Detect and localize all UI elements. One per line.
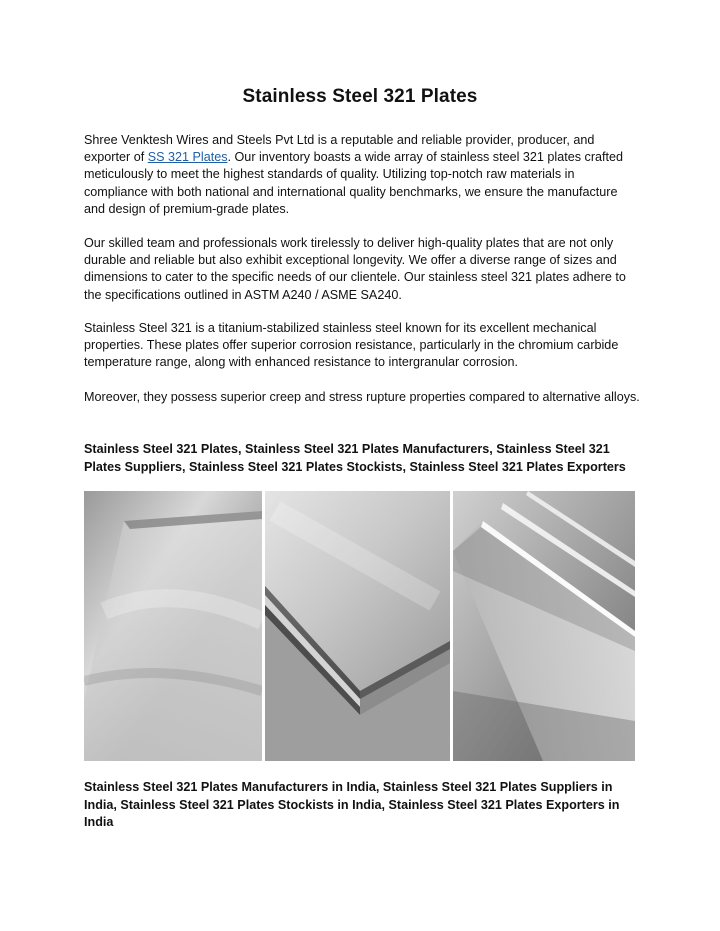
ss-321-plates-link[interactable]: SS 321 Plates [147,150,228,165]
keywords-heading: Stainless Steel 321 Plates, Stainless Steel 321 Plates Manufacturers, Stainless Steel 321 Plates Suppliers, Stainless Steel 321 Plates Stockists, Stainless Steel 321 Plates Exporters [84,442,626,474]
steel-plates-photo [84,491,635,761]
intro-text-after-link: . Our inventory boasts a wide array of stainless steel 321 plates crafted meticulously to meet the highest standards of quality. Utilizing top-notch raw materials in compliance with both national and international quality benchmarks, we ensure the manufacture and design of premium-grade plates. [84,150,624,216]
intro-text-before-link: Shree Venktesh Wires and Steels Pvt Ltd is a reputable and reliable provider, producer, and exporter of [84,133,595,165]
photo-panel-brushed-sheet [84,491,262,761]
keywords-india-heading: Stainless Steel 321 Plates Manufacturers in India, Stainless Steel 321 Plates Suppliers in India, Stainless Steel 321 Plates Stockists in India, Stainless Steel 321 Plates Exporters in India [84,780,620,829]
creep-paragraph: Moreover, they possess superior creep and stress rupture properties compared to alternative alloys. [84,390,640,404]
properties-paragraph: Stainless Steel 321 is a titanium-stabilized stainless steel known for its excellent mechanical properties. These plates offer superior corrosion resistance, particularly in the chromium carbide temperature range, along with enhanced resistance to intergranular corrosion. [84,321,619,370]
photo-panel-fanned-strips [453,491,635,761]
team-paragraph: Our skilled team and professionals work tirelessly to deliver high-quality plates that are not only durable and reliable but also exhibit exceptional longevity. We offer a diverse range of sizes and dimensions to cater to the specific needs of our clientele. Our stainless steel 321 plates adhere to the specifications outlined in ASTM A240 / ASME SA240. [84,236,626,302]
photo-panel-stacked-plates [265,491,450,761]
page-title: Stainless Steel 321 Plates [242,86,478,107]
intro-paragraph [84,132,640,218]
